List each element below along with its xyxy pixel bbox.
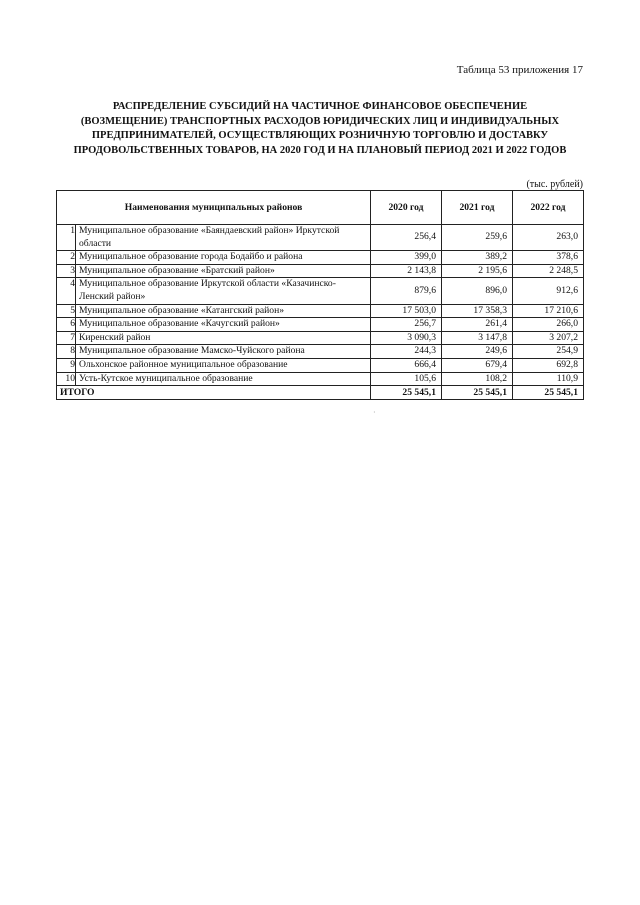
row-value-2021: 389,2 bbox=[442, 251, 513, 265]
row-value-2020: 399,0 bbox=[371, 251, 442, 265]
row-number: 1 bbox=[57, 225, 76, 251]
scan-speck: · bbox=[373, 408, 376, 417]
table-row bbox=[57, 345, 584, 359]
row-value-2020: 666,4 bbox=[371, 358, 442, 372]
row-value-2021: 679,4 bbox=[442, 358, 513, 372]
document-title bbox=[50, 100, 590, 158]
row-value-2021: 896,0 bbox=[442, 278, 513, 304]
header-row bbox=[57, 191, 584, 225]
row-number: 8 bbox=[57, 345, 76, 359]
header-2022: 2022 год bbox=[513, 191, 584, 225]
header-name: Наименования муниципальных районов bbox=[57, 191, 371, 225]
row-value-2021: 259,6 bbox=[442, 225, 513, 251]
row-name: Муниципальное образование «Баяндаевский район» Иркутской области bbox=[76, 225, 371, 251]
table-row bbox=[57, 331, 584, 345]
row-value-2022: 692,8 bbox=[513, 358, 584, 372]
total-2020: 25 545,1 bbox=[371, 386, 442, 400]
title-line: ПРЕДПРИНИМАТЕЛЕЙ, ОСУЩЕСТВЛЯЮЩИХ РОЗНИЧНУЮ ТОРГОВЛЮ И ДОСТАВКУ bbox=[91, 130, 549, 142]
row-value-2020: 256,4 bbox=[371, 225, 442, 251]
row-number: 7 bbox=[57, 331, 76, 345]
row-value-2022: 17 210,6 bbox=[513, 304, 584, 318]
row-name: Киренский район bbox=[76, 331, 371, 345]
row-number: 3 bbox=[57, 264, 76, 278]
row-value-2021: 261,4 bbox=[442, 318, 513, 332]
row-value-2021: 249,6 bbox=[442, 345, 513, 359]
title-line: ПРОДОВОЛЬСТВЕННЫХ ТОВАРОВ, НА 2020 ГОД И НА ПЛАНОВЫЙ ПЕРИОД 2021 И 2022 ГОДОВ bbox=[73, 144, 567, 156]
total-2021: 25 545,1 bbox=[442, 386, 513, 400]
row-value-2020: 105,6 bbox=[371, 372, 442, 386]
row-value-2020: 244,3 bbox=[371, 345, 442, 359]
row-number: 4 bbox=[57, 278, 76, 304]
row-value-2021: 3 147,8 bbox=[442, 331, 513, 345]
row-value-2022: 254,9 bbox=[513, 345, 584, 359]
title-line: (ВОЗМЕЩЕНИЕ) ТРАНСПОРТНЫХ РАСХОДОВ ЮРИДИЧЕСКИХ ЛИЦ И ИНДИВИДУАЛЬНЫХ bbox=[80, 115, 560, 127]
row-value-2022: 378,6 bbox=[513, 251, 584, 265]
row-value-2021: 108,2 bbox=[442, 372, 513, 386]
header-2021: 2021 год bbox=[442, 191, 513, 225]
row-value-2022: 3 207,2 bbox=[513, 331, 584, 345]
row-name: Муниципальное образование Иркутской области «Казачинско-Ленский район» bbox=[76, 278, 371, 304]
row-value-2021: 2 195,6 bbox=[442, 264, 513, 278]
row-name: Муниципальное образование «Братский район» bbox=[76, 264, 371, 278]
row-name: Муниципальное образование Мамско-Чуйского района bbox=[76, 345, 371, 359]
row-value-2022: 110,9 bbox=[513, 372, 584, 386]
header-2020: 2020 год bbox=[371, 191, 442, 225]
row-name: Усть-Кутское муниципальное образование bbox=[76, 372, 371, 386]
total-label: ИТОГО bbox=[57, 386, 371, 400]
row-value-2020: 2 143,8 bbox=[371, 264, 442, 278]
row-name: Муниципальное образование города Бодайбо и района bbox=[76, 251, 371, 265]
row-value-2021: 17 358,3 bbox=[442, 304, 513, 318]
subsidy-table bbox=[56, 190, 584, 400]
row-name: Ольхонское районное муниципальное образование bbox=[76, 358, 371, 372]
table-row bbox=[57, 372, 584, 386]
table-row bbox=[57, 278, 584, 304]
table-row bbox=[57, 264, 584, 278]
row-number: 6 bbox=[57, 318, 76, 332]
table-row bbox=[57, 358, 584, 372]
row-value-2020: 879,6 bbox=[371, 278, 442, 304]
row-number: 2 bbox=[57, 251, 76, 265]
row-name: Муниципальное образование «Катангский район» bbox=[76, 304, 371, 318]
row-value-2022: 2 248,5 bbox=[513, 264, 584, 278]
row-value-2020: 3 090,3 bbox=[371, 331, 442, 345]
table-body bbox=[57, 225, 584, 386]
total-row bbox=[57, 386, 584, 400]
row-value-2022: 266,0 bbox=[513, 318, 584, 332]
row-name: Муниципальное образование «Качугский район» bbox=[76, 318, 371, 332]
table-row bbox=[57, 225, 584, 251]
table-row bbox=[57, 251, 584, 265]
row-value-2022: 912,6 bbox=[513, 278, 584, 304]
row-number: 10 bbox=[57, 372, 76, 386]
row-value-2020: 256,7 bbox=[371, 318, 442, 332]
units-label: (тыс. рублей) bbox=[526, 179, 583, 190]
table-row bbox=[57, 318, 584, 332]
table-caption: Таблица 53 приложения 17 bbox=[456, 64, 583, 76]
row-number: 9 bbox=[57, 358, 76, 372]
row-value-2020: 17 503,0 bbox=[371, 304, 442, 318]
row-number: 5 bbox=[57, 304, 76, 318]
title-line: РАСПРЕДЕЛЕНИЕ СУБСИДИЙ НА ЧАСТИЧНОЕ ФИНАНСОВОЕ ОБЕСПЕЧЕНИЕ bbox=[112, 101, 528, 112]
total-2022: 25 545,1 bbox=[513, 386, 584, 400]
table-row bbox=[57, 304, 584, 318]
row-value-2022: 263,0 bbox=[513, 225, 584, 251]
